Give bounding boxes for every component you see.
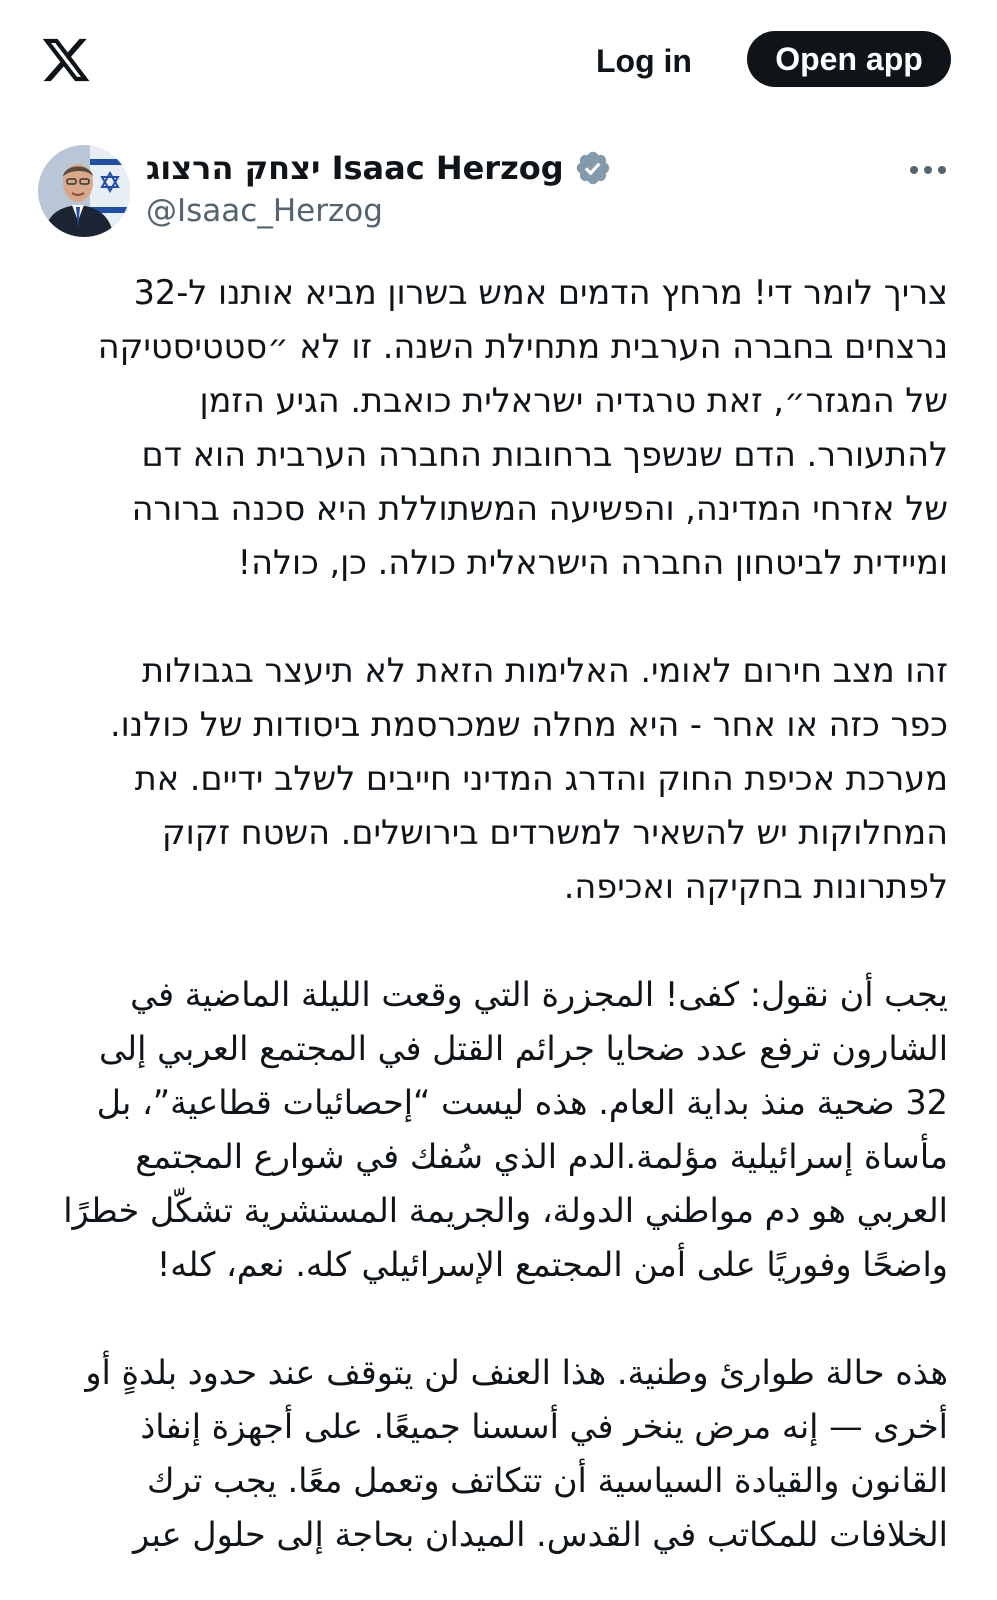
post-paragraph: [30, 644, 948, 914]
post-line: مأساة إسرائيلية مؤلمة.الدم الذي سُفك في شوارع المجتمع: [135, 1137, 948, 1176]
post-line: واضحًا وفوريًا على أمن المجتمع الإسرائيلي كله. نعم، كله!: [156, 1245, 948, 1284]
post-paragraph: [30, 1346, 948, 1562]
top-bar: [0, 0, 997, 120]
post-paragraph: [30, 968, 948, 1292]
post-paragraph: [30, 266, 948, 590]
author-handle[interactable]: @Isaac_Herzog: [146, 193, 383, 229]
post-line: נרצחים בחברה הערבית מתחילת השנה. זו לא ״סטטיסטיקה: [97, 327, 948, 366]
post-line: לפתרונות בחקיקה ואכיפה.: [563, 867, 948, 906]
post-line: להתעורר. הדם שנשפך ברחובות החברה הערבית הוא דם: [141, 435, 948, 474]
login-button[interactable]: Log in: [596, 43, 692, 79]
x-logo-icon[interactable]: [40, 34, 92, 86]
verified-badge-icon: [574, 149, 612, 187]
post-line: يجب أن نقول: كفى! المجزرة التي وقعت الليلة الماضية في: [130, 975, 948, 1014]
post-line: מערכת אכיפת החוק והדרג המדיני חייבים לשלב ידיים. את: [134, 759, 948, 798]
open-app-button[interactable]: Open app: [747, 31, 951, 87]
post-line: الخلافات للمكاتب في القدس. الميدان بحاجة إلى حلول عبر: [133, 1515, 948, 1554]
post-line: ומיידית לביטחון החברה הישראלית כולה. כן, כולה!: [237, 543, 948, 582]
post-line: כפר כזה או אחר - היא מחלה שמכרסמת ביסודות של כולנו.: [110, 705, 948, 744]
post-line: الشارون ترفع عدد ضحايا جرائم القتل في المجتمع العربي إلى: [99, 1029, 948, 1068]
post-text: [30, 266, 948, 1600]
post-line: של המגזר״, זאת טרגדיה ישראלית כואבת. הגיע הזמן: [199, 381, 948, 420]
post-line: العربي هو دم مواطني الدولة، والجريمة المستشرية تشكّل خطرًا: [63, 1191, 948, 1230]
author-name[interactable]: [146, 143, 612, 193]
more-options-icon[interactable]: [903, 150, 953, 190]
post-line: القانون والقيادة السياسية أن تتكاتف وتعمل معًا. يجب ترك: [146, 1461, 948, 1500]
post-line: هذه حالة طوارئ وطنية. هذا العنف لن يتوقف عند حدود بلدةٍ أو: [85, 1353, 948, 1392]
post-line: של אזרחי המדינה, והפשיעה המשתוללת היא סכנה ברורה: [131, 489, 948, 528]
post-line: המחלוקות יש להשאיר למשרדים בירושלים. השטח זקוק: [161, 813, 948, 852]
post-line: צריך לומר די! מרחץ הדמים אמש בשרון מביא אותנו ל-32: [133, 273, 948, 312]
avatar-portrait: [38, 145, 130, 237]
post-line: أخرى — إنه مرض ينخر في أسسنا جميعًا. على أجهزة إنفاذ: [140, 1407, 948, 1446]
avatar[interactable]: [38, 145, 130, 237]
post-line: 32 ضحية منذ بداية العام. هذه ليست “إحصائيات قطاعية”، بل: [96, 1083, 948, 1122]
author-display-name[interactable]: יצחק הרצוג Isaac Herzog: [146, 149, 564, 187]
post-line: זהו מצב חירום לאומי. האלימות הזאת לא תיעצר בגבולות: [141, 651, 948, 690]
